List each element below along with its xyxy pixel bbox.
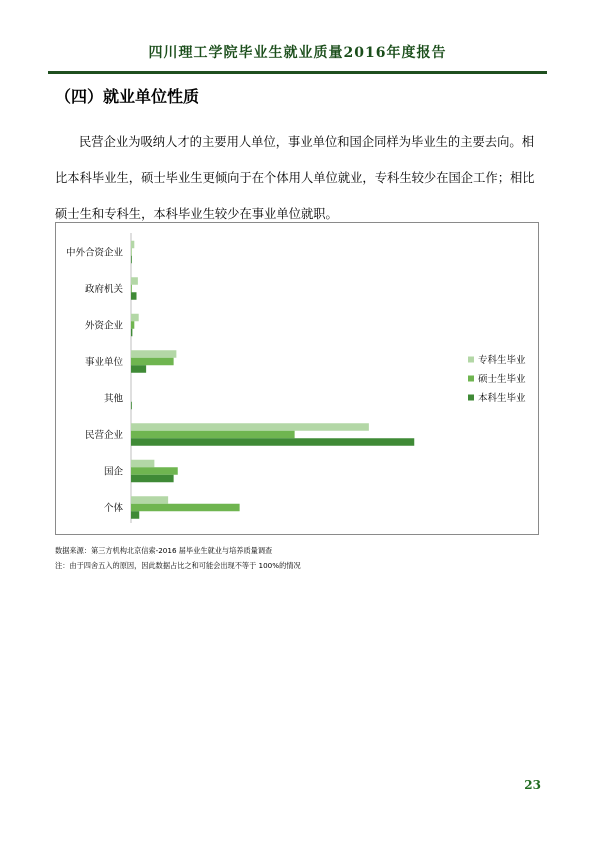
category-label: 民营企业 [84,430,123,441]
bar [131,329,132,337]
section-heading: （四）就业单位性质 [55,87,200,106]
legend-label: 硕士生毕业 [478,374,526,385]
bar [131,292,137,300]
body-paragraph: 民营企业为吸纳人才的主要用人单位，事业单位和国企同样为毕业生的主要去向。相比本科毕业生，硕士毕业生更倾向于在个体用人单位就业，专科生较少在国企工作；相比硕士生和专科生，本科毕业生较少在事业单位就职。 [55,135,535,221]
bar [131,467,178,475]
category-label: 中外合资企业 [65,247,123,259]
bar [131,431,295,439]
category-label: 外资企业 [84,320,123,332]
legend-swatch [468,376,474,382]
bar [131,277,138,285]
bar [131,511,139,519]
bar [131,321,134,329]
bar [131,365,146,373]
bar [131,504,240,512]
legend-swatch [468,357,474,363]
bar [131,460,154,468]
data-source-note: 数据来源：第三方机构北京信索-2016 届毕业生就业与培养质量调查 [55,546,273,555]
category-label: 政府机关 [84,284,123,295]
rounding-note: 注：由于四舍五入的原因，因此数据占比之和可能会出现不等于 100%的情况 [55,561,301,570]
bar [131,241,134,249]
header-divider [48,71,547,74]
page-header-title: 四川理工学院毕业生就业质量2016年度报告 [148,45,447,61]
bar [131,248,132,256]
employer-type-bar-chart [56,223,540,536]
page-number: 23 [524,778,541,792]
bar [131,314,139,322]
bar [131,496,168,504]
chart-frame [55,222,539,535]
bar [131,438,414,446]
category-label: 事业单位 [84,357,123,368]
category-label: 国企 [103,466,123,478]
bar [131,423,369,431]
legend-label: 专科生毕业 [478,355,526,366]
category-label: 其他 [103,393,123,405]
category-label: 个体 [103,503,123,514]
bar [131,358,174,366]
bar [131,256,132,264]
bar [131,285,132,293]
legend-swatch [468,395,474,401]
bar [131,350,176,358]
bar [131,475,174,483]
bar [131,402,132,410]
legend-label: 本科生毕业 [478,393,526,404]
